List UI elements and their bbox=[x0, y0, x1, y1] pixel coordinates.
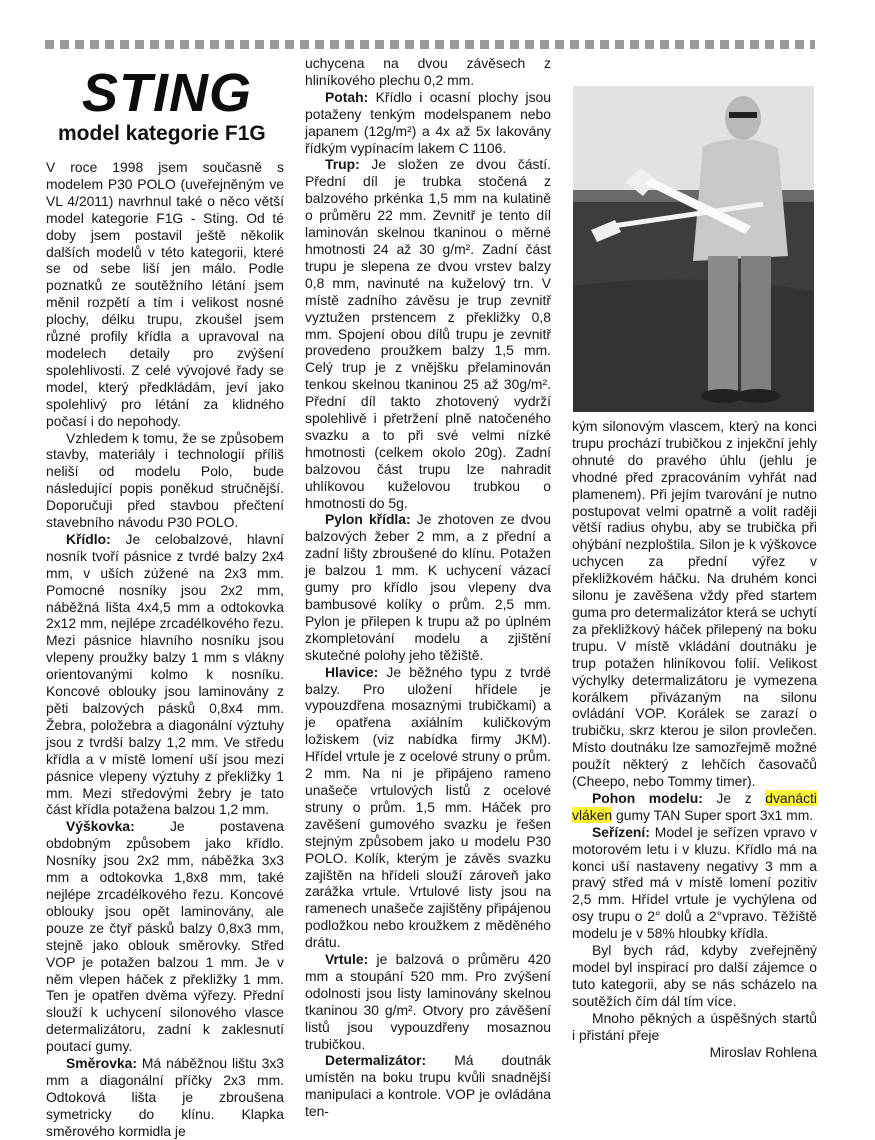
closing-paragraph: Byl bych rád, kdyby zveřejněný model byl inspirací pro další zájemce o tuto kategorii, aby se nás scházelo na soutěžích čím dál tím více. bbox=[572, 942, 817, 1009]
section-body: Model je seřízen vpravo v motorovém letu i v kluzu. Křídlo má na konci uší nastaveny negativy 3 mm a pravý střed má v místě lomení pozitiv 2,5 mm. Hřídel vrtule je vychýlena od osy trupu o 2° dolů a 2°vpravo. Těžiště modelu je v 58% hloubky křídla. bbox=[572, 823, 817, 942]
section-heading: Pohon modelu: bbox=[592, 789, 703, 806]
section-vrtule bbox=[305, 951, 551, 1052]
section-pylon bbox=[305, 511, 551, 663]
author-signature: Miroslav Rohlena bbox=[709, 1043, 817, 1060]
continued-text: kým silonovým vlascem, který na konci trupu prochází trubičkou z injekční jehly ohnuté do pravého úhlu (jehlu je vhodné před zpracováním vyhřát nad plamenem). Při jejím tvarování je nutno postupovat velmi opatrně a volit raději větší radius ohybu, aby se trubička při ohýbání nezploštila. Silon je k výškovce uchycen za přední výřez v překližkovém háčku. Na druhém konci silonu je zavěšena vždy před startem guma pro determalizátor která se uchytí za překližkový háček přilepený na boku trupu. V místě vkládání doutnáku je trup potažen hliníkovou folií. Velikost výchylky determalizátoru je vymezena korálkem přivázaným na silonu ovládání VOP. Korálek se zarazí o trubičku, skrz kterou je silon provlečen. Místo doutnáku lze samozřejmě možné použít některý z lehčích časovačů (Cheepo, nebo Tommy timer). bbox=[572, 418, 817, 790]
section-heading: Hlavice: bbox=[325, 663, 379, 680]
section-heading: Trup: bbox=[325, 156, 360, 173]
section-determalizator bbox=[305, 1052, 551, 1120]
section-heading: Potah: bbox=[325, 88, 369, 105]
section-vyskovka bbox=[46, 818, 284, 1055]
intro-paragraph-2: Vzhledem k tomu, že se způsobem stavby, materiály i technologií příliš neliší od modelu Polo, bude následující popis poněkud stručnější. Doporučuji před stavbou přečtení stavebního návodu P30 POLO. bbox=[46, 429, 284, 531]
article-title: STING bbox=[82, 63, 253, 123]
section-smerovka bbox=[46, 1055, 284, 1140]
section-body: gumy TAN Super sport 3x1 mm. bbox=[612, 806, 814, 823]
section-body: Je z bbox=[702, 789, 766, 806]
intro-paragraph: V roce 1998 jsem současně s modelem P30 POLO (uveřejněným ve VL 4/2011) navrhnul také o něco větší model kategorie F1G - Sting. Od té doby jsem postavil ještě několik dalších modelů v této kategorii, které se od sebe liší jen málo. Podle poznatků ze soutěžního létání jsem měnil rozpětí a tím i velikost nosné plochy, délku trupu, zkoušel jsem různé profily křídla a upravoval na modelech detaily pro zvýšení spolehlivosti. Z celé vývojové řady se model, který předkládám, jeví jako spolehlivý pro létání za klidného počasí i do nepohody. bbox=[46, 159, 284, 429]
section-pohon bbox=[572, 790, 817, 824]
section-trup bbox=[305, 156, 551, 511]
section-body: Má doutnák umístěn na boku trupu kvůli snadnější manipulaci a kontrole. VOP je ovládána ten- bbox=[305, 1052, 551, 1120]
section-body: Je běžného typu z tvrdé balzy. Pro uložení hřídele je vypouzdřena mosaznými trubičkami) a je opatřena axiálním kuličkovým ložiskem (viz nabídka firmy JKM). Hřídel vrtule je z ocelové struny o prům. 2 mm. Na ni je připájeno rameno unašeče vrtulových listů z ocelové struny o prům. 1,5 mm. Háček pro zavěšení gumového svazku je řešen stejným způsobem jako u modelu P30 POLO. Kolík, kterým je závěs svazku zajištěn na hřídeli slouží zároveň jako zarážka vrtule. Vrtulové listy jsou na ramenech unašeče zajištěny připájenou podložkou nebo kroužkem z měděného drátu. bbox=[305, 663, 551, 951]
section-body: Je celobalzové, hlavní nosník tvoří pásnice z tvrdé balzy 2x4 mm, v uších zúžené na 2x3 mm. Pomocné nosníky jsou 2x2 mm, náběžná lišta 4x4,5 mm a odtokovka 2x12 mm, nejlépe zrcadélkového řezu. Mezi pásnice hlavního nosníku jsou vlepeny proužky balzy 1 mm s vlákny orientovanými kolmo k nosníku. Koncové oblouky jsou laminovány z pěti balzových pásků 0,8x4 mm. Žebra, položebra a diagonální výztuhy jsou z tvrdší balzy 1,2 mm. Ve středu křídla a v místě lomení uší jsou mezi pásnice vlepeny výztuhy z překližky 1 mm. Mezi středovými žebry je tato část křídla potažena balzou 1,2 mm. bbox=[46, 530, 284, 818]
closing-greeting: Mnoho pěkných a úspěšných startů i přistání přeje bbox=[572, 1009, 817, 1043]
text-column-1 bbox=[46, 159, 284, 1140]
photo-illustration-icon bbox=[573, 86, 814, 412]
article-subtitle: model kategorie F1G bbox=[58, 122, 266, 145]
section-hlavice bbox=[305, 664, 551, 951]
section-heading: Vrtule: bbox=[325, 951, 369, 968]
text-column-3 bbox=[572, 418, 817, 1060]
section-heading: Výškovka: bbox=[66, 818, 135, 835]
section-heading: Determalizátor: bbox=[325, 1052, 427, 1069]
section-body: Křídlo i ocasní plochy jsou potaženy tenkým modelspanem nebo japanem (12g/m²) a 4x až 5x lakovány řídkým vypínacím lakem C 1106. bbox=[305, 88, 551, 156]
section-serizeni bbox=[572, 824, 817, 942]
section-body: Je postavena obdobným způsobem jako křídlo. Nosníky jsou 2x2 mm, náběžka 3x3 mm a odtokovka 1,8x8 mm, také nejlépe zrcadélkového řezu. Koncové oblouky jsou opět laminovány, ale pouze ze čtyř pásků balzy 0,8x3 mm, stejně jako oblouk směrovky. Střed VOP je potažen balzou 1 mm. Je v něm vlepen háček z překližky 1 mm. Ten je opatřen dvěma výřezy. Přední slouží k uchycení silonového vlasce determalizátoru, zadní k zaklesnutí poutací gumy. bbox=[46, 818, 284, 1055]
section-heading: Směrovka: bbox=[66, 1055, 138, 1072]
man-holding-model-glider-photo bbox=[573, 86, 814, 412]
section-heading: Seřízení: bbox=[592, 823, 650, 840]
continued-text: uchycena na dvou závěsech z hliníkového plechu 0,2 mm. bbox=[305, 55, 551, 88]
highlighted-text: dvanácti vláken bbox=[572, 789, 817, 823]
section-body: Je složen ze dvou částí. Přední díl je trubka stočená z balzového prkénka 1,5 mm na kulatině o průměru 22 mm. Zevnitř je tento díl laminován skelnou tkaninou o měrné hmotnosti 24 až 30 g/m². Zadní část trupu je slepena ze dvou vrstev balzy 0,8 mm, navinuté na kuželový trn. V místě zadního závěsu je trup zevnitř vyztužen prstencem z překližky 0,8 mm. Spojení obou dílů trupu je zevnitř provedeno proužkem balzy 1,5 mm. Celý trup je z vnějšku přelaminován tenkou skelnou tkaninou 25 až 30g/m². Přední díl takto zhotovený vydrží spolehlivě i přetržení plně natočeného svazku a to při své velmi nízké hmotnosti (celkem okolo 20g). Zadní balzovou část trupu lze nahradit uhlíkovou kuželovou trubkou o hmotnosti do 5g. bbox=[305, 156, 551, 511]
section-body: Je zhotoven ze dvou balzových žeber 2 mm, a z přední a zadní lišty zbroušené do klínu. Potažen je balzou 1 mm. K uchycení vázací gumy pro křídlo jsou vlepeny dva bambusové kolíky o prům. 2,5 mm. Pylon je přilepen k trupu až po úplném zkompletování modelu a zjištění skutečné polohy jeho těžiště. bbox=[305, 511, 551, 663]
section-potah bbox=[305, 89, 551, 157]
section-heading: Pylon křídla: bbox=[325, 511, 411, 528]
section-body: je balzová o průměru 420 mm a stoupání 520 mm. Pro zvýšení odolnosti jsou listy laminovány skelnou tkaninou 30 g/m². Otvory pro závěšení listů jsou vypouzdřeny mosaznou trubičkou. bbox=[305, 951, 551, 1052]
text-column-2 bbox=[305, 55, 551, 1120]
decorative-dash-rule bbox=[45, 40, 815, 49]
section-heading: Křídlo: bbox=[66, 530, 111, 547]
section-kridlo bbox=[46, 531, 284, 818]
section-body: Má náběžnou lištu 3x3 mm a diagonální příčky 2x3 mm. Odtoková lišta je zbroušena symetricky do klínu. Klapka směrového kormidla je bbox=[46, 1055, 284, 1139]
